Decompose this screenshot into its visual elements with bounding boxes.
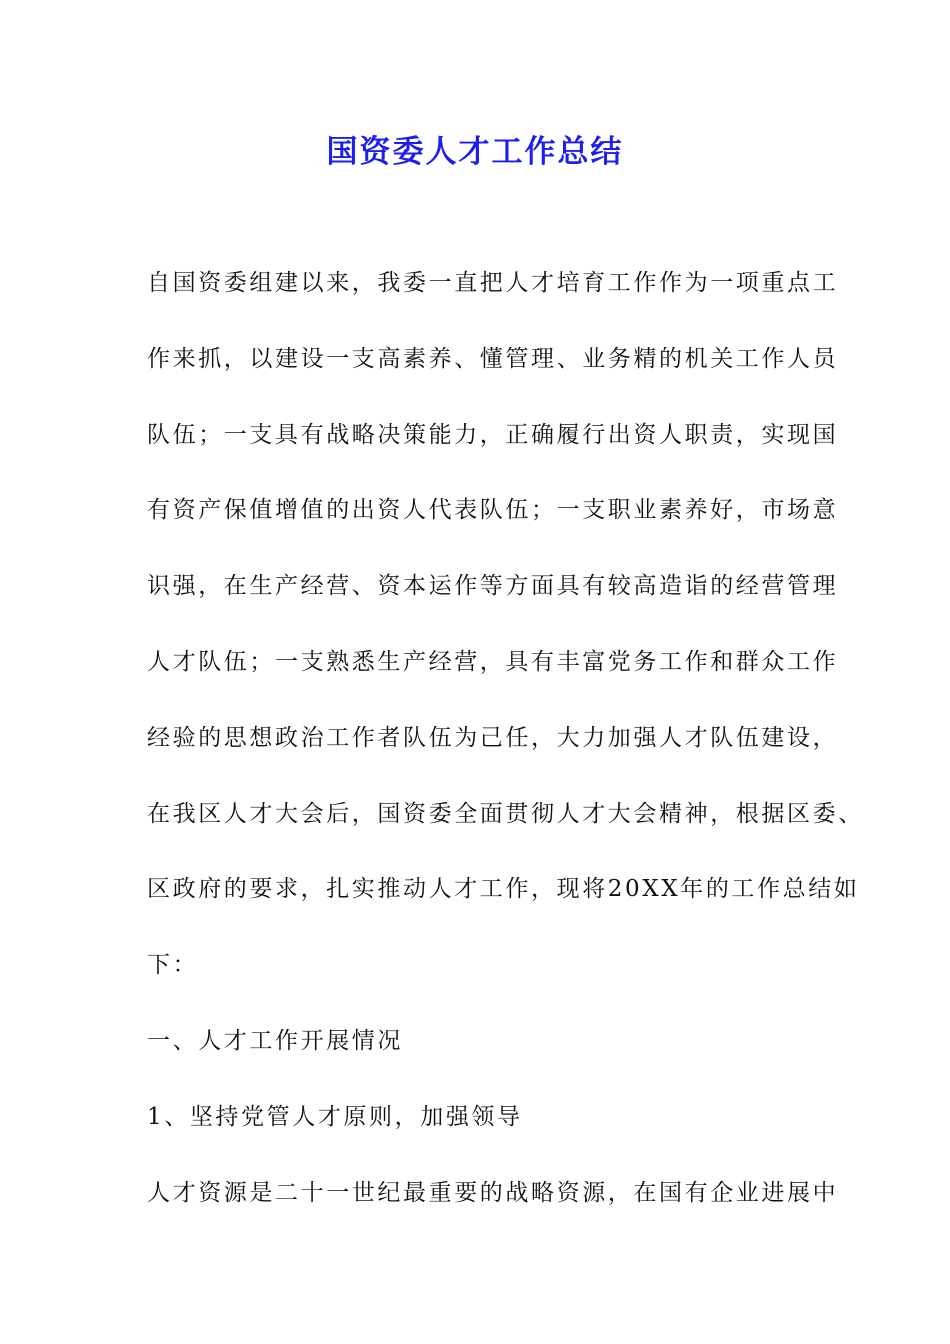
body-line: 经验的思想政治工作者队伍为己任，大力加强人才队伍建设， <box>147 724 839 751</box>
body-line: 人才队伍；一支熟悉生产经营，具有丰富党务工作和群众工作 <box>147 648 839 675</box>
document-title: 国资委人才工作总结 <box>326 134 624 170</box>
subsection-heading: 1、坚持党管人才原则，加强领导 <box>147 1103 523 1130</box>
body-line: 人才资源是二十一世纪最重要的战略资源，在国有企业进展中 <box>147 1179 839 1206</box>
body-line: 识强，在生产经营、资本运作等方面具有较高造诣的经营管理 <box>147 573 839 600</box>
section-heading: 一、人才工作开展情况 <box>147 1027 403 1054</box>
document-body <box>147 263 864 1248</box>
body-line: 有资产保值增值的出资人代表队伍；一支职业素养好，市场意 <box>147 497 839 524</box>
body-line: 作来抓，以建设一支高素养、懂管理、业务精的机关工作人员 <box>147 345 839 372</box>
body-line: 自国资委组建以来，我委一直把人才培育工作作为一项重点工 <box>147 270 839 296</box>
body-line: 队伍；一支具有战略决策能力，正确履行出资人职责，实现国 <box>147 421 839 448</box>
body-line: 下： <box>147 952 199 979</box>
body-line: 在我区人才大会后，国资委全面贯彻人才大会精神，根据区委、 <box>147 800 864 827</box>
body-line: 区政府的要求，扎实推动人才工作，现将20XX年的工作总结如 <box>147 876 860 903</box>
